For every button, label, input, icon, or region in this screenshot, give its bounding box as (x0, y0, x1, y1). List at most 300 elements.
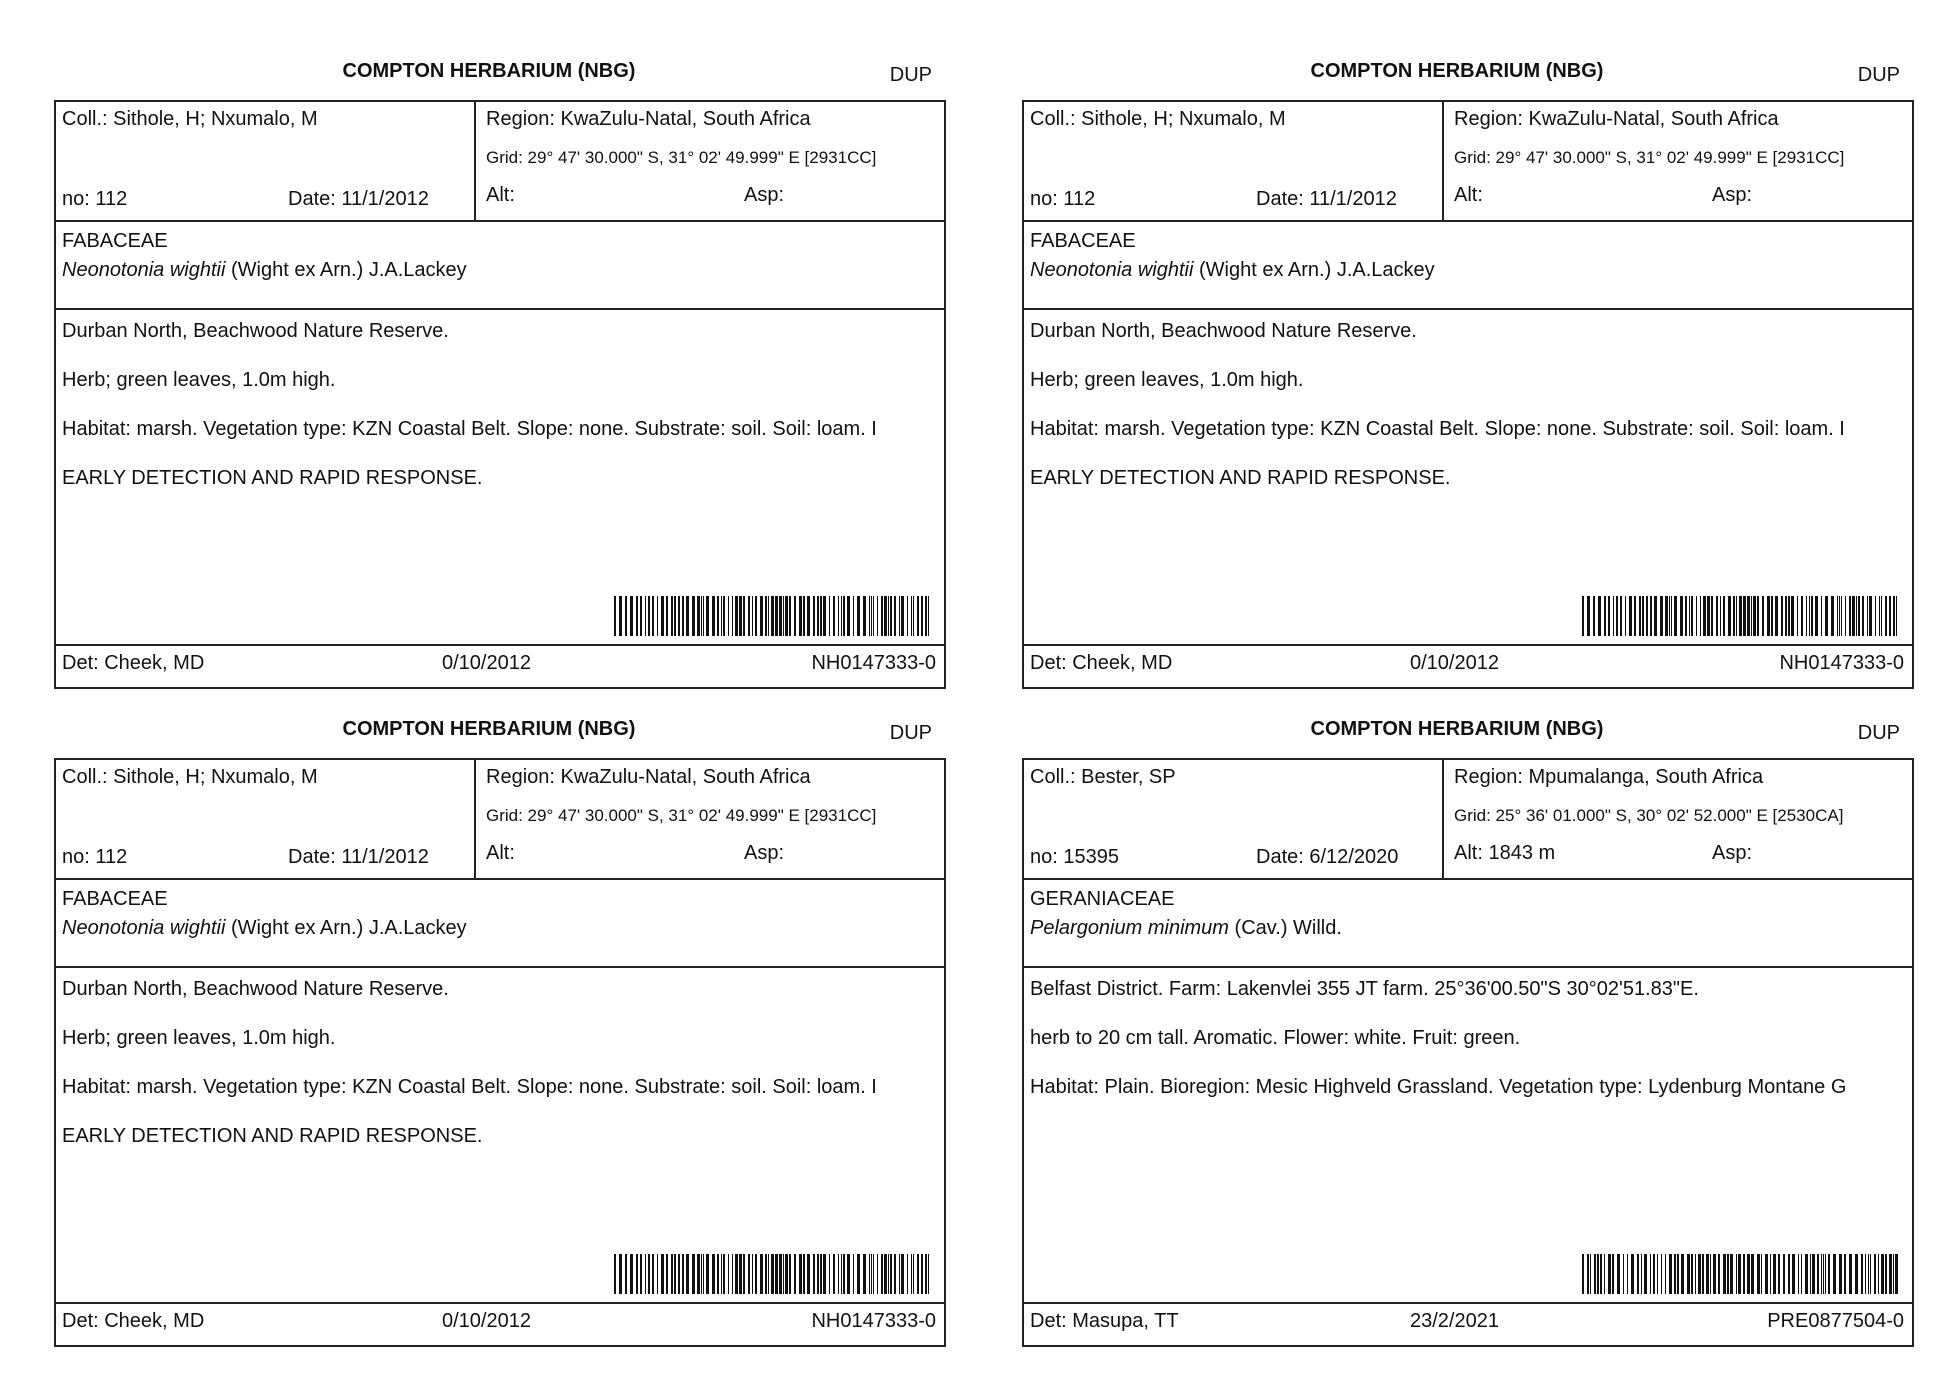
determination-row (1024, 646, 1912, 683)
barcode-bar-68 (894, 596, 896, 636)
barcode-bar-22 (712, 1254, 715, 1294)
barcode-bar-6 (1604, 1254, 1605, 1294)
barcode-bar-62 (1839, 1254, 1842, 1294)
barcode-bar-19 (1661, 1254, 1662, 1294)
barcode-bar-43 (794, 596, 796, 636)
barcode-bar-67 (1865, 1254, 1866, 1294)
species-author: (Wight ex Arn.) J.A.Lackey (231, 259, 467, 281)
label-box (1022, 100, 1914, 689)
barcode-bar-31 (748, 596, 750, 636)
barcode-bar-60 (1828, 1254, 1830, 1294)
taxon-name (1030, 917, 1342, 940)
barcode-bar-33 (755, 596, 757, 636)
barcode-bar-10 (1629, 596, 1632, 636)
barcode-bar-39 (779, 596, 782, 636)
barcode-bar-69 (899, 1254, 900, 1294)
barcode-bar-18 (697, 596, 700, 636)
collection-number: no: 112 (62, 846, 128, 868)
region: Region: Mpumalanga, South Africa (1454, 766, 1764, 788)
barcode-bar-25 (1691, 596, 1693, 636)
barcode-bar-69 (899, 596, 900, 636)
barcode-bar-9 (1617, 1254, 1620, 1294)
barcode-bar-69 (1867, 596, 1868, 636)
barcode-bar-7 (1608, 1254, 1611, 1294)
barcode-bar-5 (1608, 596, 1610, 636)
determination-row (1024, 1304, 1912, 1341)
barcode-bar-61 (871, 1254, 872, 1294)
barcode-bar-25 (1687, 1254, 1690, 1294)
barcode-bar-40 (783, 596, 784, 636)
label-box (1022, 758, 1914, 1347)
family-name: FABACEAE (62, 230, 168, 252)
species-author: (Wight ex Arn.) J.A.Lackey (231, 917, 467, 939)
barcode-bar-71 (907, 596, 908, 636)
barcode-bar-55 (1811, 596, 1813, 636)
barcode-bar-31 (1716, 596, 1718, 636)
project-note: EARLY DETECTION AND RAPID RESPONSE. (62, 467, 483, 489)
barcode-bar-12 (1639, 596, 1641, 636)
barcode-bar-68 (1868, 1254, 1869, 1294)
barcode-bar-21 (1674, 596, 1677, 636)
taxon-section (1024, 222, 1912, 310)
barcode-bar-32 (1720, 596, 1721, 636)
description-section (56, 310, 944, 646)
barcode-bar-38 (1743, 596, 1746, 636)
herbarium-label (1022, 54, 1912, 694)
barcode-bar-54 (1810, 1254, 1811, 1294)
barcode-bar-49 (1788, 1254, 1790, 1294)
region-cell (476, 760, 944, 878)
description-section (1024, 310, 1912, 646)
barcode-bar-19 (701, 1254, 702, 1294)
barcode-bar-20 (1665, 1254, 1666, 1294)
barcode (1582, 596, 1898, 636)
herbarium-title: COMPTON HERBARIUM (NBG) (1310, 718, 1604, 740)
barcode-bar-46 (1773, 1254, 1776, 1294)
barcode-bar-57 (1821, 596, 1822, 636)
barcode-bar-61 (1833, 1254, 1836, 1294)
barcode-bar-42 (789, 1254, 791, 1294)
barcode-bar-27 (732, 596, 733, 636)
barcode-bar-0 (1582, 596, 1584, 636)
barcode-bar-6 (645, 596, 646, 636)
barcode-bar-15 (1650, 596, 1652, 636)
barcode (614, 1254, 930, 1294)
barcode-bar-44 (799, 596, 802, 636)
barcode-bar-51 (829, 596, 830, 636)
collection-date: Date: 11/1/2012 (288, 846, 429, 868)
barcode-bar-0 (614, 596, 616, 636)
barcode-bar-9 (657, 1254, 658, 1294)
barcode-bar-49 (1788, 596, 1790, 636)
barcode-bar-2 (625, 596, 627, 636)
taxon-name (62, 259, 467, 282)
barcode-bar-13 (674, 596, 676, 636)
barcode-bar-12 (671, 596, 673, 636)
barcode-bar-9 (1625, 596, 1626, 636)
barcode-bar-60 (1837, 596, 1838, 636)
barcode-bar-55 (1812, 1254, 1815, 1294)
barcode-bar-70 (1874, 1254, 1876, 1294)
barcode-bar-43 (1761, 1254, 1762, 1294)
barcode-bar-38 (775, 1254, 778, 1294)
barcode-bar-33 (755, 1254, 757, 1294)
region: Region: KwaZulu-Natal, South Africa (486, 766, 811, 788)
barcode-bar-63 (877, 1254, 878, 1294)
barcode-bar-31 (1710, 1254, 1711, 1294)
barcode-bar-16 (686, 596, 689, 636)
barcode-bar-42 (789, 596, 791, 636)
barcode-bar-4 (636, 596, 638, 636)
barcode-bar-29 (739, 596, 742, 636)
barcode-bar-48 (817, 1254, 819, 1294)
accession-number: NH0147333-0 (811, 652, 936, 674)
barcode-bar-72 (1879, 596, 1880, 636)
barcode-bar-13 (1637, 1254, 1639, 1294)
barcode-bar-8 (652, 1254, 654, 1294)
barcode-bar-5 (1600, 1254, 1602, 1294)
barcode-bar-23 (717, 596, 719, 636)
barcode-bar-2 (1593, 596, 1595, 636)
barcode-bar-1 (1587, 596, 1590, 636)
label-header (1022, 712, 1912, 758)
barcode-bar-63 (877, 596, 878, 636)
altitude: Alt: (1454, 184, 1483, 206)
barcode-bar-45 (1771, 596, 1773, 636)
barcode-bar-69 (1870, 1254, 1871, 1294)
barcode-bar-56 (847, 596, 850, 636)
barcode-bar-67 (890, 1254, 892, 1294)
barcode-bar-17 (1660, 596, 1663, 636)
barcode-bar-46 (807, 596, 810, 636)
barcode-bar-24 (1689, 596, 1690, 636)
collection-row (1024, 102, 1912, 222)
barcode-bar-25 (723, 1254, 725, 1294)
barcode-bar-34 (1728, 596, 1731, 636)
barcode-bar-15 (1644, 1254, 1647, 1294)
barcode-bar-53 (1806, 596, 1807, 636)
barcode-bar-70 (901, 1254, 904, 1294)
barcode-bar-66 (888, 1254, 889, 1294)
barcode-bar-37 (1739, 596, 1742, 636)
barcode-bar-65 (884, 596, 887, 636)
barcode-bar-28 (1698, 1254, 1701, 1294)
barcode-bar-17 (1653, 1254, 1655, 1294)
collector-cell (56, 760, 476, 878)
duplicate-marker: DUP (889, 722, 932, 744)
barcode-bar-16 (1650, 1254, 1651, 1294)
region-cell (476, 102, 944, 220)
barcode-bar-65 (1852, 596, 1855, 636)
barcode-bar-66 (1861, 1254, 1863, 1294)
barcode-bar-39 (1743, 1254, 1745, 1294)
barcode-bar-20 (703, 596, 704, 636)
description-section (56, 968, 944, 1304)
barcode-bar-53 (838, 596, 839, 636)
barcode-bar-7 (648, 596, 650, 636)
herbarium-title: COMPTON HERBARIUM (NBG) (342, 718, 636, 740)
barcode-bar-14 (1646, 596, 1648, 636)
accession-number: PRE0877504-0 (1767, 1310, 1904, 1332)
aspect: Asp: (744, 842, 785, 864)
barcode-bar-67 (890, 596, 892, 636)
barcode-bar-37 (771, 596, 774, 636)
label-header (54, 54, 944, 100)
barcode-bar-51 (829, 1254, 830, 1294)
barcode-bar-21 (1669, 1254, 1672, 1294)
barcode-bar-7 (1616, 596, 1618, 636)
barcode-bar-3 (630, 596, 633, 636)
barcode-bar-22 (1680, 596, 1683, 636)
habitat: Habitat: marsh. Vegetation type: KZN Coastal Belt. Slope: none. Substrate: soil. Soil: loam. I (62, 1076, 877, 1098)
collection-number: no: 112 (1030, 188, 1096, 210)
barcode-bar-16 (1654, 596, 1657, 636)
label-header (1022, 54, 1912, 100)
determination-row (56, 1304, 944, 1341)
barcode-bar-52 (833, 1254, 835, 1294)
barcode-bar-45 (803, 1254, 805, 1294)
barcode-bar-72 (1881, 1254, 1884, 1294)
barcode-bar-5 (640, 596, 642, 636)
barcode-bar-1 (619, 596, 622, 636)
barcode-bar-47 (813, 596, 815, 636)
barcode-bar-10 (661, 596, 664, 636)
barcode-bar-46 (807, 1254, 810, 1294)
barcode-bar-2 (1590, 1254, 1591, 1294)
collector: Coll.: Sithole, H; Nxumalo, M (1030, 108, 1286, 130)
barcode-bar-26 (1691, 1254, 1693, 1294)
barcode-bar-52 (1801, 596, 1803, 636)
project-note: EARLY DETECTION AND RAPID RESPONSE. (62, 1125, 483, 1147)
barcode-bar-34 (760, 1254, 763, 1294)
barcode-bar-26 (1696, 596, 1697, 636)
collection-date: Date: 11/1/2012 (1256, 188, 1397, 210)
barcode-bar-56 (1815, 596, 1818, 636)
barcode-bar-46 (1775, 596, 1778, 636)
barcode-bar-41 (1753, 596, 1756, 636)
barcode-bar-5 (640, 1254, 642, 1294)
determiner: Det: Cheek, MD (62, 1310, 205, 1332)
barcode-bar-13 (674, 1254, 676, 1294)
barcode-bar-3 (1594, 1254, 1596, 1294)
barcode-bar-71 (907, 1254, 908, 1294)
barcode-bar-12 (671, 1254, 673, 1294)
taxon-section (1024, 880, 1912, 968)
barcode-bar-6 (1613, 596, 1614, 636)
barcode-bar-14 (678, 1254, 680, 1294)
barcode-bar-42 (1757, 1254, 1760, 1294)
barcode-bar-27 (732, 1254, 733, 1294)
locality: Durban North, Beachwood Nature Reserve. (62, 320, 449, 342)
barcode-bar-65 (884, 1254, 887, 1294)
barcode-bar-63 (1844, 1254, 1846, 1294)
collection-row (56, 760, 944, 880)
barcode-bar-34 (1723, 1254, 1726, 1294)
barcode-bar-70 (1869, 596, 1872, 636)
barcode-bar-31 (748, 1254, 750, 1294)
barcode-bar-13 (1642, 596, 1644, 636)
barcode-bar-11 (666, 1254, 668, 1294)
barcode-bar-74 (917, 1254, 919, 1294)
barcode-bar-28 (735, 1254, 738, 1294)
barcode-bar-50 (1792, 1254, 1795, 1294)
duplicate-marker: DUP (889, 64, 932, 86)
barcode-bar-62 (873, 596, 874, 636)
barcode-bar-76 (925, 596, 927, 636)
barcode-bar-77 (1896, 596, 1897, 636)
barcode-bar-11 (666, 596, 668, 636)
barcode-bar-64 (1849, 1254, 1852, 1294)
barcode-bar-15 (682, 596, 684, 636)
barcode-bar-43 (794, 1254, 796, 1294)
barcode-bar-59 (1831, 596, 1834, 636)
barcode-bar-12 (1631, 1254, 1634, 1294)
duplicate-marker: DUP (1857, 64, 1900, 86)
taxon-section (56, 880, 944, 968)
barcode-bar-45 (1770, 1254, 1771, 1294)
species-name: Neonotonia wightii (62, 917, 226, 939)
barcode-bar-73 (1881, 596, 1882, 636)
barcode-bar-44 (1765, 1254, 1768, 1294)
barcode-bar-56 (847, 1254, 850, 1294)
plant-description: herb to 20 cm tall. Aromatic. Flower: white. Fruit: green. (1030, 1027, 1521, 1049)
barcode-bar-40 (1751, 596, 1752, 636)
barcode-bar-76 (1893, 596, 1895, 636)
region: Region: KwaZulu-Natal, South Africa (1454, 108, 1779, 130)
barcode-bar-62 (1841, 596, 1842, 636)
barcode-bar-19 (701, 596, 702, 636)
barcode-bar-23 (1685, 596, 1687, 636)
barcode-bar-64 (881, 1254, 883, 1294)
barcode-bar-54 (1809, 596, 1810, 636)
barcode-bar-23 (1677, 1254, 1679, 1294)
taxon-section (56, 222, 944, 310)
altitude: Alt: (486, 184, 515, 206)
barcode-bar-17 (692, 1254, 695, 1294)
duplicate-marker: DUP (1857, 722, 1900, 744)
herbarium-label (1022, 712, 1912, 1352)
accession-number: NH0147333-0 (811, 1310, 936, 1332)
barcode-bar-3 (630, 1254, 633, 1294)
herbarium-label (54, 54, 944, 694)
habitat: Habitat: marsh. Vegetation type: KZN Coastal Belt. Slope: none. Substrate: soil. Soil: loam. I (1030, 418, 1845, 440)
barcode-bar-3 (1598, 596, 1601, 636)
barcode-bar-67 (1858, 596, 1860, 636)
barcode-bar-33 (1723, 596, 1725, 636)
determiner: Det: Cheek, MD (1030, 652, 1173, 674)
grid-reference: Grid: 25° 36' 01.000" S, 30° 02' 52.000" E [2530CA] (1454, 806, 1844, 825)
barcode-bar-39 (779, 1254, 782, 1294)
barcode-bar-51 (1798, 1254, 1799, 1294)
barcode-bar-44 (1767, 596, 1770, 636)
determination-date: 0/10/2012 (442, 1310, 531, 1332)
barcode-bar-44 (799, 1254, 802, 1294)
barcode-bar-76 (925, 1254, 927, 1294)
family-name: GERANIACEAE (1030, 888, 1175, 910)
barcode (1582, 1254, 1898, 1294)
barcode-bar-77 (928, 596, 929, 636)
locality: Durban North, Beachwood Nature Reserve. (62, 978, 449, 1000)
barcode-bar-64 (1849, 596, 1851, 636)
barcode-bar-41 (1751, 1254, 1754, 1294)
barcode-bar-53 (1805, 1254, 1808, 1294)
barcode-bar-17 (692, 596, 695, 636)
species-author: (Wight ex Arn.) J.A.Lackey (1199, 259, 1435, 281)
barcode-bar-14 (678, 596, 680, 636)
barcode-bar-38 (775, 596, 778, 636)
barcode-bar-72 (911, 596, 912, 636)
barcode-bar-41 (785, 596, 788, 636)
barcode-bar-24 (1681, 1254, 1684, 1294)
barcode-bar-30 (743, 596, 745, 636)
barcode-bar-59 (863, 1254, 866, 1294)
barcode-bar-58 (1823, 1254, 1824, 1294)
determiner: Det: Cheek, MD (62, 652, 205, 674)
barcode-bar-10 (1623, 1254, 1624, 1294)
barcode-bar-30 (1706, 1254, 1709, 1294)
barcode-bar-66 (1856, 596, 1857, 636)
barcode-bar-59 (1825, 1254, 1826, 1294)
species-name: Neonotonia wightii (1030, 259, 1194, 281)
barcode-bar-36 (768, 596, 769, 636)
locality: Belfast District. Farm: Lakenvlei 355 JT farm. 25°36'00.50"S 30°02'51.83"E. (1030, 978, 1699, 1000)
barcode-bar-74 (1889, 1254, 1892, 1294)
barcode-bar-4 (1597, 1254, 1599, 1294)
barcode-bar-36 (768, 1254, 769, 1294)
barcode-bar-35 (1733, 596, 1735, 636)
altitude: Alt: (486, 842, 515, 864)
barcode-bar-68 (1862, 596, 1864, 636)
region-cell (1444, 760, 1912, 878)
barcode-bar-27 (1695, 1254, 1696, 1294)
barcode-bar-4 (636, 1254, 638, 1294)
barcode-bar-35 (765, 596, 767, 636)
barcode-bar-8 (652, 596, 654, 636)
barcode-bar-55 (843, 1254, 845, 1294)
aspect: Asp: (1712, 842, 1753, 864)
barcode-bar-11 (1634, 596, 1636, 636)
barcode-bar-58 (857, 1254, 860, 1294)
barcode-bar-47 (1778, 1254, 1780, 1294)
barcode-bar-47 (1781, 596, 1783, 636)
collection-number: no: 15395 (1030, 846, 1119, 868)
region: Region: KwaZulu-Natal, South Africa (486, 108, 811, 130)
barcode-bar-47 (813, 1254, 815, 1294)
barcode-bar-74 (917, 596, 919, 636)
barcode-bar-57 (853, 596, 854, 636)
barcode-bar-21 (706, 1254, 709, 1294)
barcode-bar-52 (833, 596, 835, 636)
plant-description: Herb; green leaves, 1.0m high. (62, 1027, 336, 1049)
herbarium-label (54, 712, 944, 1352)
barcode-bar-28 (735, 596, 738, 636)
project-note: EARLY DETECTION AND RAPID RESPONSE. (1030, 467, 1451, 489)
description-section (1024, 968, 1912, 1304)
barcode-bar-73 (913, 1254, 914, 1294)
barcode-bar-33 (1718, 1254, 1720, 1294)
barcode-bar-26 (728, 1254, 729, 1294)
barcode-bar-58 (857, 596, 860, 636)
collection-date: Date: 6/12/2020 (1256, 846, 1399, 868)
barcode-bar-40 (783, 1254, 784, 1294)
barcode-bar-32 (752, 1254, 753, 1294)
barcode-bar-29 (739, 1254, 742, 1294)
herbarium-title: COMPTON HERBARIUM (NBG) (1310, 60, 1604, 82)
barcode-bar-36 (1736, 596, 1737, 636)
species-author: (Cav.) Willd. (1234, 917, 1342, 939)
barcode-bar-29 (1702, 1254, 1704, 1294)
barcode-bar-68 (894, 1254, 896, 1294)
